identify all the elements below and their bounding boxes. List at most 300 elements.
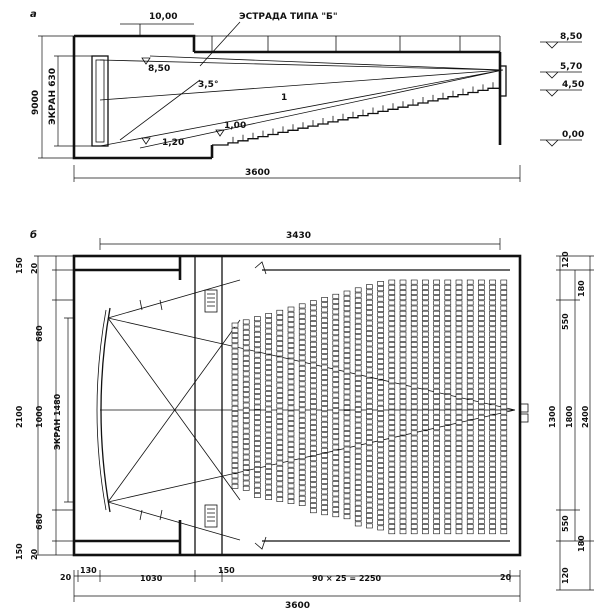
dim-screen [64, 318, 74, 502]
seat [322, 339, 328, 343]
seat [422, 405, 428, 409]
seat [411, 405, 417, 409]
seat-row [355, 288, 361, 526]
seat [422, 342, 428, 346]
seat [411, 426, 417, 430]
seat [310, 342, 316, 346]
seat [467, 311, 473, 315]
seat [411, 358, 417, 362]
seat [277, 487, 283, 491]
seat [378, 313, 384, 317]
seat [366, 331, 372, 335]
seat [422, 420, 428, 424]
seat [411, 368, 417, 372]
elev-mark-450 [540, 90, 582, 96]
seat [299, 377, 305, 381]
seat [389, 322, 395, 326]
seat [322, 323, 328, 327]
seat [467, 368, 473, 372]
seat [411, 306, 417, 310]
seat [434, 457, 440, 461]
elev-mark-000 [540, 140, 582, 146]
seat [456, 504, 462, 508]
seat [378, 422, 384, 426]
seat [243, 361, 249, 365]
seat [322, 313, 328, 317]
seat [389, 290, 395, 294]
seat [366, 513, 372, 517]
seat [333, 507, 339, 511]
seat [355, 309, 361, 313]
seat [355, 480, 361, 484]
seat [411, 379, 417, 383]
seat [389, 467, 395, 471]
seat [400, 394, 406, 398]
seat [254, 358, 260, 362]
seat [310, 353, 316, 357]
seat [434, 296, 440, 300]
seat [445, 504, 451, 508]
seat [322, 334, 328, 338]
seat [254, 343, 260, 347]
seat [411, 431, 417, 435]
seat [254, 436, 260, 440]
seat [445, 405, 451, 409]
seat [310, 332, 316, 336]
seat [478, 353, 484, 357]
seat [490, 311, 496, 315]
seat-row [254, 317, 260, 498]
seat [243, 377, 249, 381]
seat [232, 422, 238, 426]
seat [501, 306, 507, 310]
seat-row [411, 280, 417, 534]
seat [434, 337, 440, 341]
seat [434, 306, 440, 310]
seat [288, 463, 294, 467]
elev-mark-850 [540, 42, 582, 48]
seat-row [243, 320, 249, 491]
seat [422, 467, 428, 471]
seat [266, 480, 272, 484]
seat [490, 322, 496, 326]
seat [254, 384, 260, 388]
seat [389, 280, 395, 284]
seat [344, 296, 350, 300]
seat [456, 280, 462, 284]
seat [355, 392, 361, 396]
seat [310, 379, 316, 383]
seat [378, 417, 384, 421]
seat [310, 462, 316, 466]
seat [344, 447, 350, 451]
seat [411, 363, 417, 367]
seat [490, 509, 496, 513]
seat [456, 311, 462, 315]
seat [333, 383, 339, 387]
seat [232, 443, 238, 447]
seat [299, 460, 305, 464]
seat [400, 311, 406, 315]
seat [366, 451, 372, 455]
seat [501, 311, 507, 315]
seat [478, 457, 484, 461]
seat [299, 501, 305, 505]
seat [501, 337, 507, 341]
seat [434, 504, 440, 508]
seat [389, 441, 395, 445]
seat [445, 337, 451, 341]
seat [400, 290, 406, 294]
seat [333, 310, 339, 314]
seat [232, 411, 238, 415]
seat [478, 296, 484, 300]
seat [501, 400, 507, 404]
foyer-walls [195, 256, 222, 555]
seat [366, 389, 372, 393]
seat [355, 413, 361, 417]
seat [478, 384, 484, 388]
seat [355, 511, 361, 515]
seat [254, 337, 260, 341]
seat [478, 348, 484, 352]
seat [277, 409, 283, 413]
seat [333, 372, 339, 376]
seat [456, 296, 462, 300]
seat [366, 493, 372, 497]
seat [277, 362, 283, 366]
seat [378, 385, 384, 389]
seat [501, 446, 507, 450]
seat [277, 315, 283, 319]
seat [422, 426, 428, 430]
seat [456, 426, 462, 430]
seat [434, 368, 440, 372]
seat [445, 353, 451, 357]
seat [310, 431, 316, 435]
seat [288, 343, 294, 347]
seat [445, 285, 451, 289]
seat [378, 349, 384, 353]
seat [445, 488, 451, 492]
seat [389, 327, 395, 331]
seat [288, 333, 294, 337]
seat [434, 441, 440, 445]
seat [288, 411, 294, 415]
elev-r-570: 5,70 [560, 62, 583, 72]
seat [299, 382, 305, 386]
seat-row [232, 323, 238, 488]
seat [277, 466, 283, 470]
seat [400, 472, 406, 476]
seat [467, 493, 473, 497]
seat [310, 399, 316, 403]
seat [266, 386, 272, 390]
seat [422, 446, 428, 450]
seat [322, 422, 328, 426]
seat [467, 384, 473, 388]
seat [254, 415, 260, 419]
seat [467, 483, 473, 487]
seat [333, 325, 339, 329]
seat [400, 322, 406, 326]
seat [422, 384, 428, 388]
seat [333, 450, 339, 454]
seat [266, 485, 272, 489]
seat [378, 287, 384, 291]
seat [478, 327, 484, 331]
seat [411, 504, 417, 508]
seat [378, 380, 384, 384]
seat [422, 452, 428, 456]
seat [232, 380, 238, 384]
seat [344, 478, 350, 482]
seat [355, 423, 361, 427]
seat [456, 457, 462, 461]
seat [434, 483, 440, 487]
seat [344, 499, 350, 503]
seat [266, 417, 272, 421]
seat [422, 519, 428, 523]
seat [299, 335, 305, 339]
dim-r-1800: 1800 [565, 405, 574, 428]
seat [422, 316, 428, 320]
seat [277, 414, 283, 418]
seat [333, 367, 339, 371]
seat [478, 379, 484, 383]
seat [501, 379, 507, 383]
seat [434, 332, 440, 336]
seat [344, 463, 350, 467]
seat [422, 301, 428, 305]
seat [434, 462, 440, 466]
seat [501, 348, 507, 352]
seat [478, 524, 484, 528]
seat [254, 348, 260, 352]
seat [478, 446, 484, 450]
seat [333, 461, 339, 465]
seat [422, 389, 428, 393]
seat [478, 498, 484, 502]
seat [490, 384, 496, 388]
seat [333, 398, 339, 402]
seat [333, 320, 339, 324]
seat [445, 514, 451, 518]
seat [445, 332, 451, 336]
seat [355, 475, 361, 479]
seat [322, 505, 328, 509]
seat [254, 395, 260, 399]
seat [243, 398, 249, 402]
seat [445, 316, 451, 320]
seat [400, 353, 406, 357]
seat [400, 431, 406, 435]
seat [333, 393, 339, 397]
seat [389, 524, 395, 528]
seat [378, 484, 384, 488]
dim-b-150: 150 [218, 566, 235, 575]
seat [333, 492, 339, 496]
seat [322, 490, 328, 494]
seat [456, 384, 462, 388]
seat [333, 294, 339, 298]
seat [501, 353, 507, 357]
seat [299, 351, 305, 355]
seat [355, 288, 361, 292]
seat [456, 509, 462, 513]
seat [467, 296, 473, 300]
seat [243, 408, 249, 412]
seat [322, 412, 328, 416]
seat [378, 432, 384, 436]
seat [467, 280, 473, 284]
seat-row [456, 280, 462, 534]
seat [299, 449, 305, 453]
dim-b-20-left: 20 [60, 573, 72, 582]
seat [277, 425, 283, 429]
seat [411, 337, 417, 341]
seat [490, 415, 496, 419]
seat [254, 327, 260, 331]
seat [389, 420, 395, 424]
seat [310, 358, 316, 362]
seat [467, 327, 473, 331]
seat [467, 337, 473, 341]
seat [478, 514, 484, 518]
seat [456, 389, 462, 393]
seat [288, 354, 294, 358]
seat [266, 313, 272, 317]
seat [501, 389, 507, 393]
roof-trusses [198, 36, 500, 52]
seat [400, 337, 406, 341]
seat [467, 436, 473, 440]
seat [333, 435, 339, 439]
seat [299, 455, 305, 459]
seat [445, 446, 451, 450]
seat [411, 478, 417, 482]
seat [322, 474, 328, 478]
seat [490, 431, 496, 435]
seat [445, 467, 451, 471]
seat [378, 375, 384, 379]
seat [434, 488, 440, 492]
seat [389, 446, 395, 450]
seat [277, 367, 283, 371]
seat [411, 524, 417, 528]
seat [288, 484, 294, 488]
seat [322, 355, 328, 359]
seat [478, 290, 484, 294]
seat [366, 290, 372, 294]
seat [299, 314, 305, 318]
seat [478, 472, 484, 476]
seat [322, 459, 328, 463]
seat [299, 486, 305, 490]
elev-marker-120 [142, 138, 150, 144]
seat [467, 504, 473, 508]
seat [243, 413, 249, 417]
seat [243, 387, 249, 391]
seat [333, 299, 339, 303]
seat [467, 400, 473, 404]
seat [422, 514, 428, 518]
seat [456, 342, 462, 346]
seat [467, 348, 473, 352]
seat [355, 465, 361, 469]
seat [310, 420, 316, 424]
seat [490, 306, 496, 310]
dim-l-1000: 1000 [35, 405, 44, 428]
seat [490, 394, 496, 398]
seat [366, 285, 372, 289]
dim-3600-a [74, 165, 520, 182]
dim-b-20-right: 20 [500, 573, 512, 582]
seat [445, 472, 451, 476]
seat [277, 451, 283, 455]
seat [232, 469, 238, 473]
seat [422, 337, 428, 341]
dim-r-120-bottom: 120 [561, 567, 570, 584]
right-elevations [540, 32, 584, 146]
seat [400, 285, 406, 289]
seat-row [490, 280, 496, 534]
seat [355, 298, 361, 302]
seat [355, 340, 361, 344]
seat [355, 324, 361, 328]
seat [266, 397, 272, 401]
stair-treads [207, 294, 215, 521]
seat [478, 478, 484, 482]
seat [355, 387, 361, 391]
seat [490, 420, 496, 424]
seat [456, 415, 462, 419]
seat [422, 462, 428, 466]
seat [434, 400, 440, 404]
seat [288, 375, 294, 379]
seat [490, 301, 496, 305]
seat [467, 405, 473, 409]
seat [333, 487, 339, 491]
seat [456, 327, 462, 331]
seat [478, 332, 484, 336]
seat [344, 374, 350, 378]
seat [366, 373, 372, 377]
seat [400, 379, 406, 383]
seat [478, 426, 484, 430]
seat [355, 314, 361, 318]
seat [333, 305, 339, 309]
seat [310, 311, 316, 315]
seat [344, 385, 350, 389]
seat [478, 322, 484, 326]
seat [411, 301, 417, 305]
seat [501, 452, 507, 456]
seat [378, 458, 384, 462]
seat [378, 344, 384, 348]
seat [310, 389, 316, 393]
seat [299, 319, 305, 323]
plan-rays [100, 280, 515, 540]
seat [501, 514, 507, 518]
seat [322, 349, 328, 353]
seat [501, 322, 507, 326]
seat-row [422, 280, 428, 534]
seat [344, 338, 350, 342]
dim-b-seats: 90 × 25 = 2250 [312, 574, 382, 583]
seat [366, 467, 372, 471]
seat [478, 280, 484, 284]
